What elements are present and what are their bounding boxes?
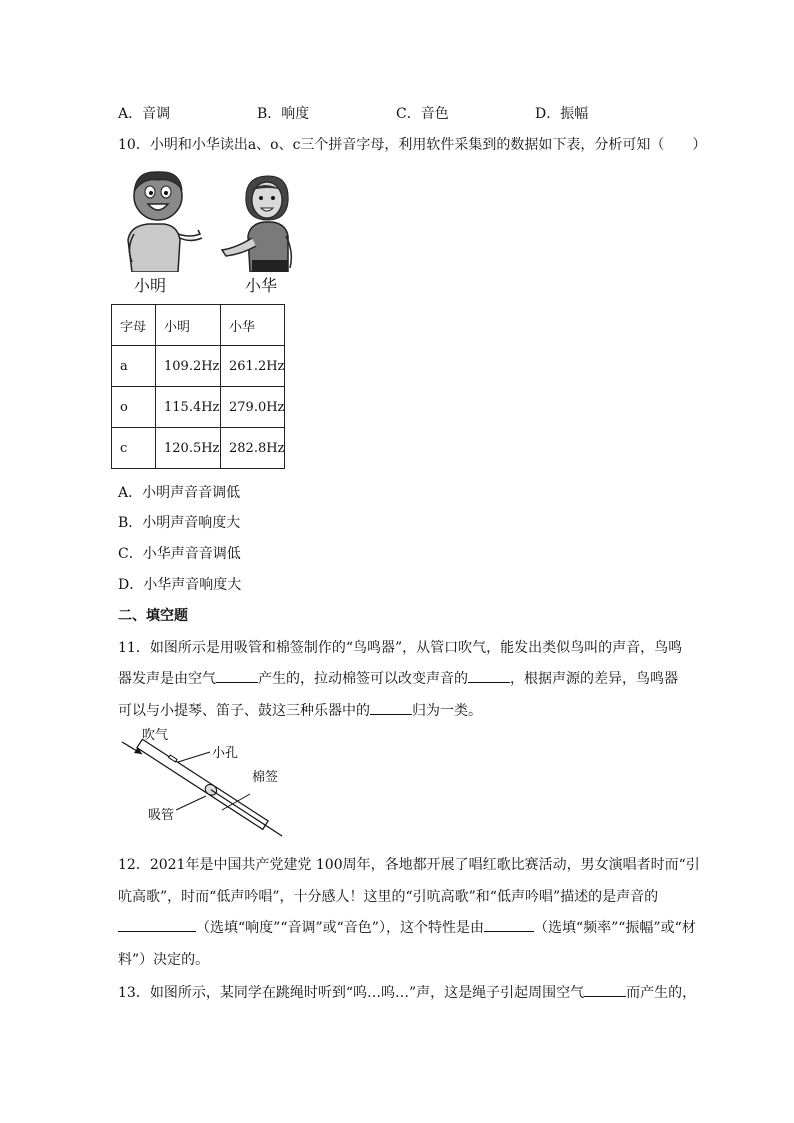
q12-line4: 料”）决定的。 [118,952,210,968]
q10-option-a: A．小明声音音调低 [118,485,241,501]
q11-line3 [118,700,482,720]
table-cell: 115.4Hz [156,387,221,428]
q10-option-c: C．小华声音音调低 [118,546,241,562]
q10-option-d: D．小华声音响度大 [118,577,242,593]
caption-xiaoming: 小明 [134,276,167,295]
q12-text: （选填“频率”“振幅”或“材 [533,920,696,936]
q13-line1 [118,982,696,1002]
table-row [112,387,285,428]
table-cell: o [112,387,156,428]
q12-text: （选填“响度”“音调”或“音色”），这个特性是由 [196,920,484,936]
q11-line2 [118,668,678,688]
label-swab: 棉签 [252,770,279,785]
q12-line2: 吭高歌”，时而“低声吟唱”，十分感人！这里的“引吭高歌”和“低声吟唱”描述的是声音的 [118,889,659,905]
table-cell: 120.5Hz [156,428,221,469]
table-header-row [112,305,285,346]
q9-option-c: C．音色 [396,106,449,122]
caption-xiaohua: 小华 [245,276,278,295]
q12-line1: 12．2021年是中国共产党建党 100周年，各地都开展了唱红歌比赛活动，男女演唱者时而“引 [118,857,700,873]
q13-text: 13．如图所示，某同学在跳绳时听到“呜…呜…”声，这是绳子引起周围空气 [118,985,585,1001]
label-blow: 吹气 [142,728,169,743]
q11-text: 可以与小提琴、笛子、鼓这三种乐器中的 [118,703,370,719]
q11-text: ，根据声源的差异，鸟鸣器 [510,671,678,687]
table-cell: 279.0Hz [221,387,285,428]
frequency-table [111,304,285,469]
label-straw: 吸管 [148,808,175,823]
answer-blank [468,670,510,683]
section-title: 二、填空题 [118,608,188,624]
answer-blank [216,670,258,683]
label-hole: 小孔 [212,746,239,761]
table-cell: c [112,428,156,469]
q11-text: 器发声是由空气 [118,671,216,687]
q10-option-b: B．小明声音响度大 [118,515,241,531]
table-header-cell: 小华 [221,305,285,346]
table-header-cell: 小明 [156,305,221,346]
q11-text: 归为一类。 [412,703,482,719]
boy-figure [128,172,202,272]
table-cell: 109.2Hz [156,346,221,387]
answer-blank [584,984,626,997]
table-cell: 282.8Hz [221,428,285,469]
table-row [112,428,285,469]
answer-blank [118,919,196,932]
q11-text: 产生的，拉动棉签可以改变声音的 [258,671,468,687]
q9-option-a: A．音调 [118,106,171,122]
q9-option-d: D．振幅 [535,106,589,122]
q11-line1: 11．如图所示是用吸管和棉签制作的“鸟鸣器”，从管口吹气，能发出类似鸟叫的声音，鸟鸣 [118,640,683,656]
answer-blank [484,919,534,932]
girl-figure [222,176,291,272]
table-cell: 261.2Hz [221,346,285,387]
children-illustration [118,168,308,272]
table-row [112,346,285,387]
answer-blank [370,702,412,715]
q10-stem: 10．小明和小华读出a、o、c三个拼音字母，利用软件采集到的数据如下表，分析可知（ ） [118,137,707,153]
q9-option-b: B．响度 [257,106,310,122]
q12-line3 [118,917,696,937]
q13-text: 而产生的， [626,985,697,1001]
table-cell: a [112,346,156,387]
bird-whistle-diagram [118,726,303,846]
table-header-cell: 字母 [112,305,156,346]
